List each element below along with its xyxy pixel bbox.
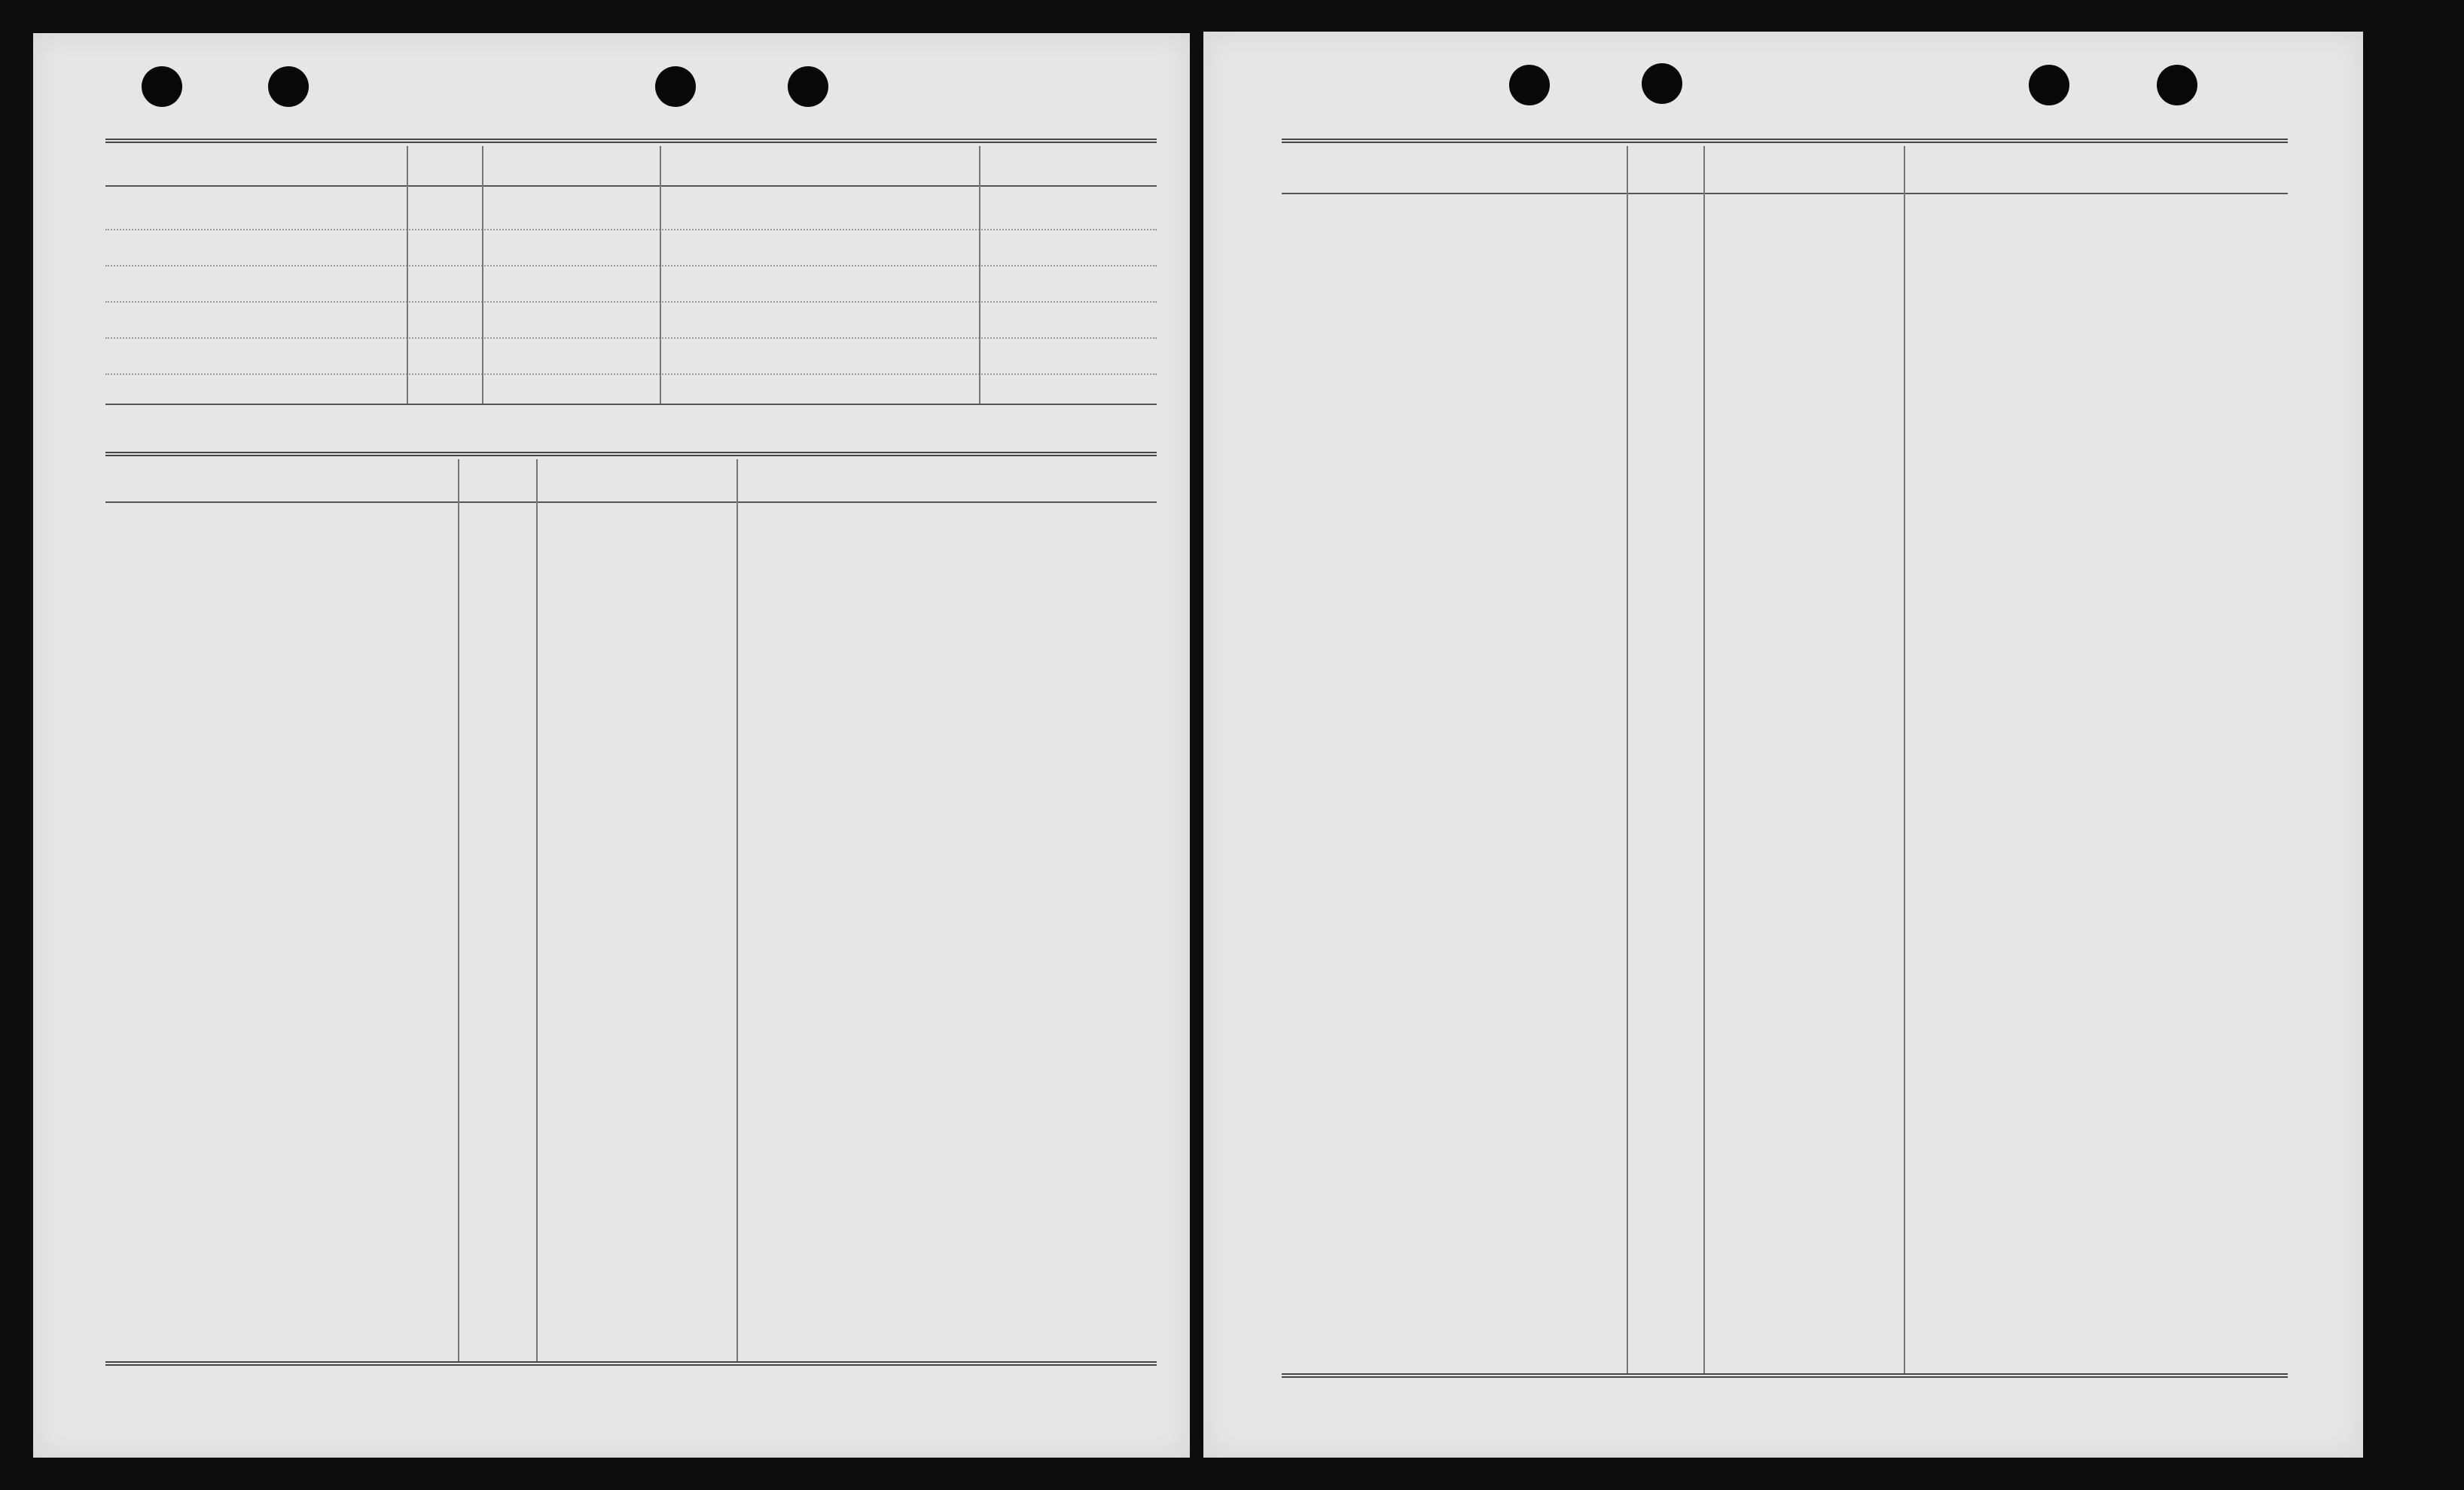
table-bottom-rule [105, 404, 1157, 405]
punch-hole [655, 66, 696, 107]
column-rule [407, 146, 408, 404]
table-top-rule [105, 452, 1157, 456]
column-rule [1703, 146, 1705, 1373]
right-page [1203, 32, 2363, 1458]
punch-hole [2029, 65, 2069, 105]
table-bottom-rule [105, 1361, 1157, 1366]
row-rule [105, 265, 1157, 267]
row-rule [105, 301, 1157, 303]
left-page [33, 33, 1190, 1458]
column-rule [1904, 146, 1905, 1373]
table-bottom-rule [1282, 1373, 2288, 1378]
punch-hole [1642, 63, 1682, 104]
punch-hole [142, 66, 182, 107]
column-rule [458, 459, 459, 1363]
table-top-rule [1282, 139, 2288, 143]
header-rule [105, 185, 1157, 187]
punch-hole [788, 66, 828, 107]
row-rule [105, 337, 1157, 339]
column-rule [979, 146, 980, 404]
punch-hole [1509, 65, 1550, 105]
row-rule [105, 229, 1157, 230]
column-rule [660, 146, 661, 404]
column-rule [1627, 146, 1628, 1373]
column-rule [536, 459, 538, 1363]
punch-hole [268, 66, 309, 107]
column-rule [736, 459, 738, 1363]
header-rule [1282, 193, 2288, 194]
column-rule [482, 146, 483, 404]
header-rule [105, 501, 1157, 503]
row-rule [105, 373, 1157, 375]
punch-hole [2157, 65, 2197, 105]
table-top-rule [105, 139, 1157, 143]
